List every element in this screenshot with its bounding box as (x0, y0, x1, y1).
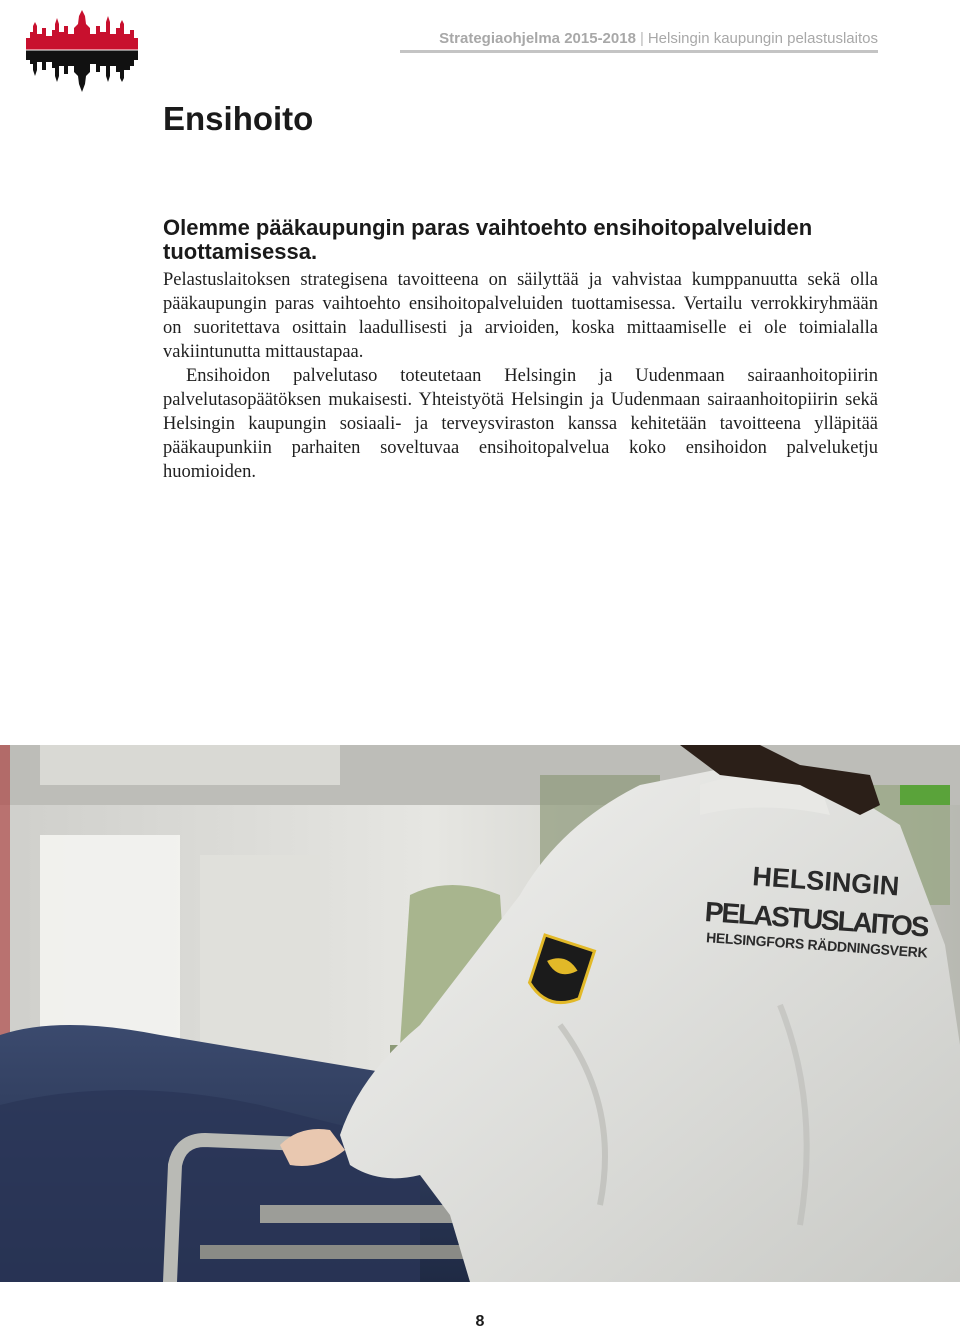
body-text (163, 268, 878, 484)
paragraph-1: Pelastuslaitoksen strategisena tavoitteena on säilyttää ja vahvistaa kumppanuutta sekä olla pääkaupungin paras vaihtoehto ensihoitopalveluiden tuottamisessa. Vertailu verrokkiryhmään on suoritettava osittain laadullisesti ja arvioiden, koska mittaamiselle ei ole toimialalla vakiintunutta mittaustapaa. (163, 270, 878, 362)
paramedic-stretcher-image (0, 745, 960, 1282)
logo (24, 4, 142, 96)
skyline-logo-icon (24, 4, 142, 96)
ambulance-photo (0, 745, 960, 1282)
header-organization: Helsingin kaupungin pelastuslaitos (647, 30, 878, 47)
jacket-text-1: HELSINGIN (751, 861, 901, 902)
paragraph-2: Ensihoidon palvelutaso toteutetaan Helsingin ja Uudenmaan sairaanhoitopiirin palvelutasopäätöksen mukaisesti. Yhteistyötä Helsingin ja Uudenmaan sairaanhoitopiirin sekä Helsingin kaupungin sosiaali- ja terveysviraston kanssa kehitetään tavoitteena ylläpitää pääkaupunkiin parhaiten soveltuvaa ensihoitopalvelua koko ensihoidon palveluketju huomioiden. (163, 366, 878, 482)
jacket-text-3: HELSINGFORS RÄDDNINGSVERK (705, 929, 929, 961)
header-program: Strategiaohjelma 2015-2018 (439, 30, 636, 47)
page-title: Ensihoito (163, 100, 314, 137)
header-rule (400, 50, 878, 53)
jacket-text-2: PELASTUSLAITOS (703, 896, 931, 943)
page-number: 8 (475, 1313, 485, 1330)
header-separator: | (639, 30, 644, 47)
lead-heading: Olemme pääkaupungin paras vaihtoehto ensihoitopalveluiden tuottamisessa. (163, 215, 813, 264)
